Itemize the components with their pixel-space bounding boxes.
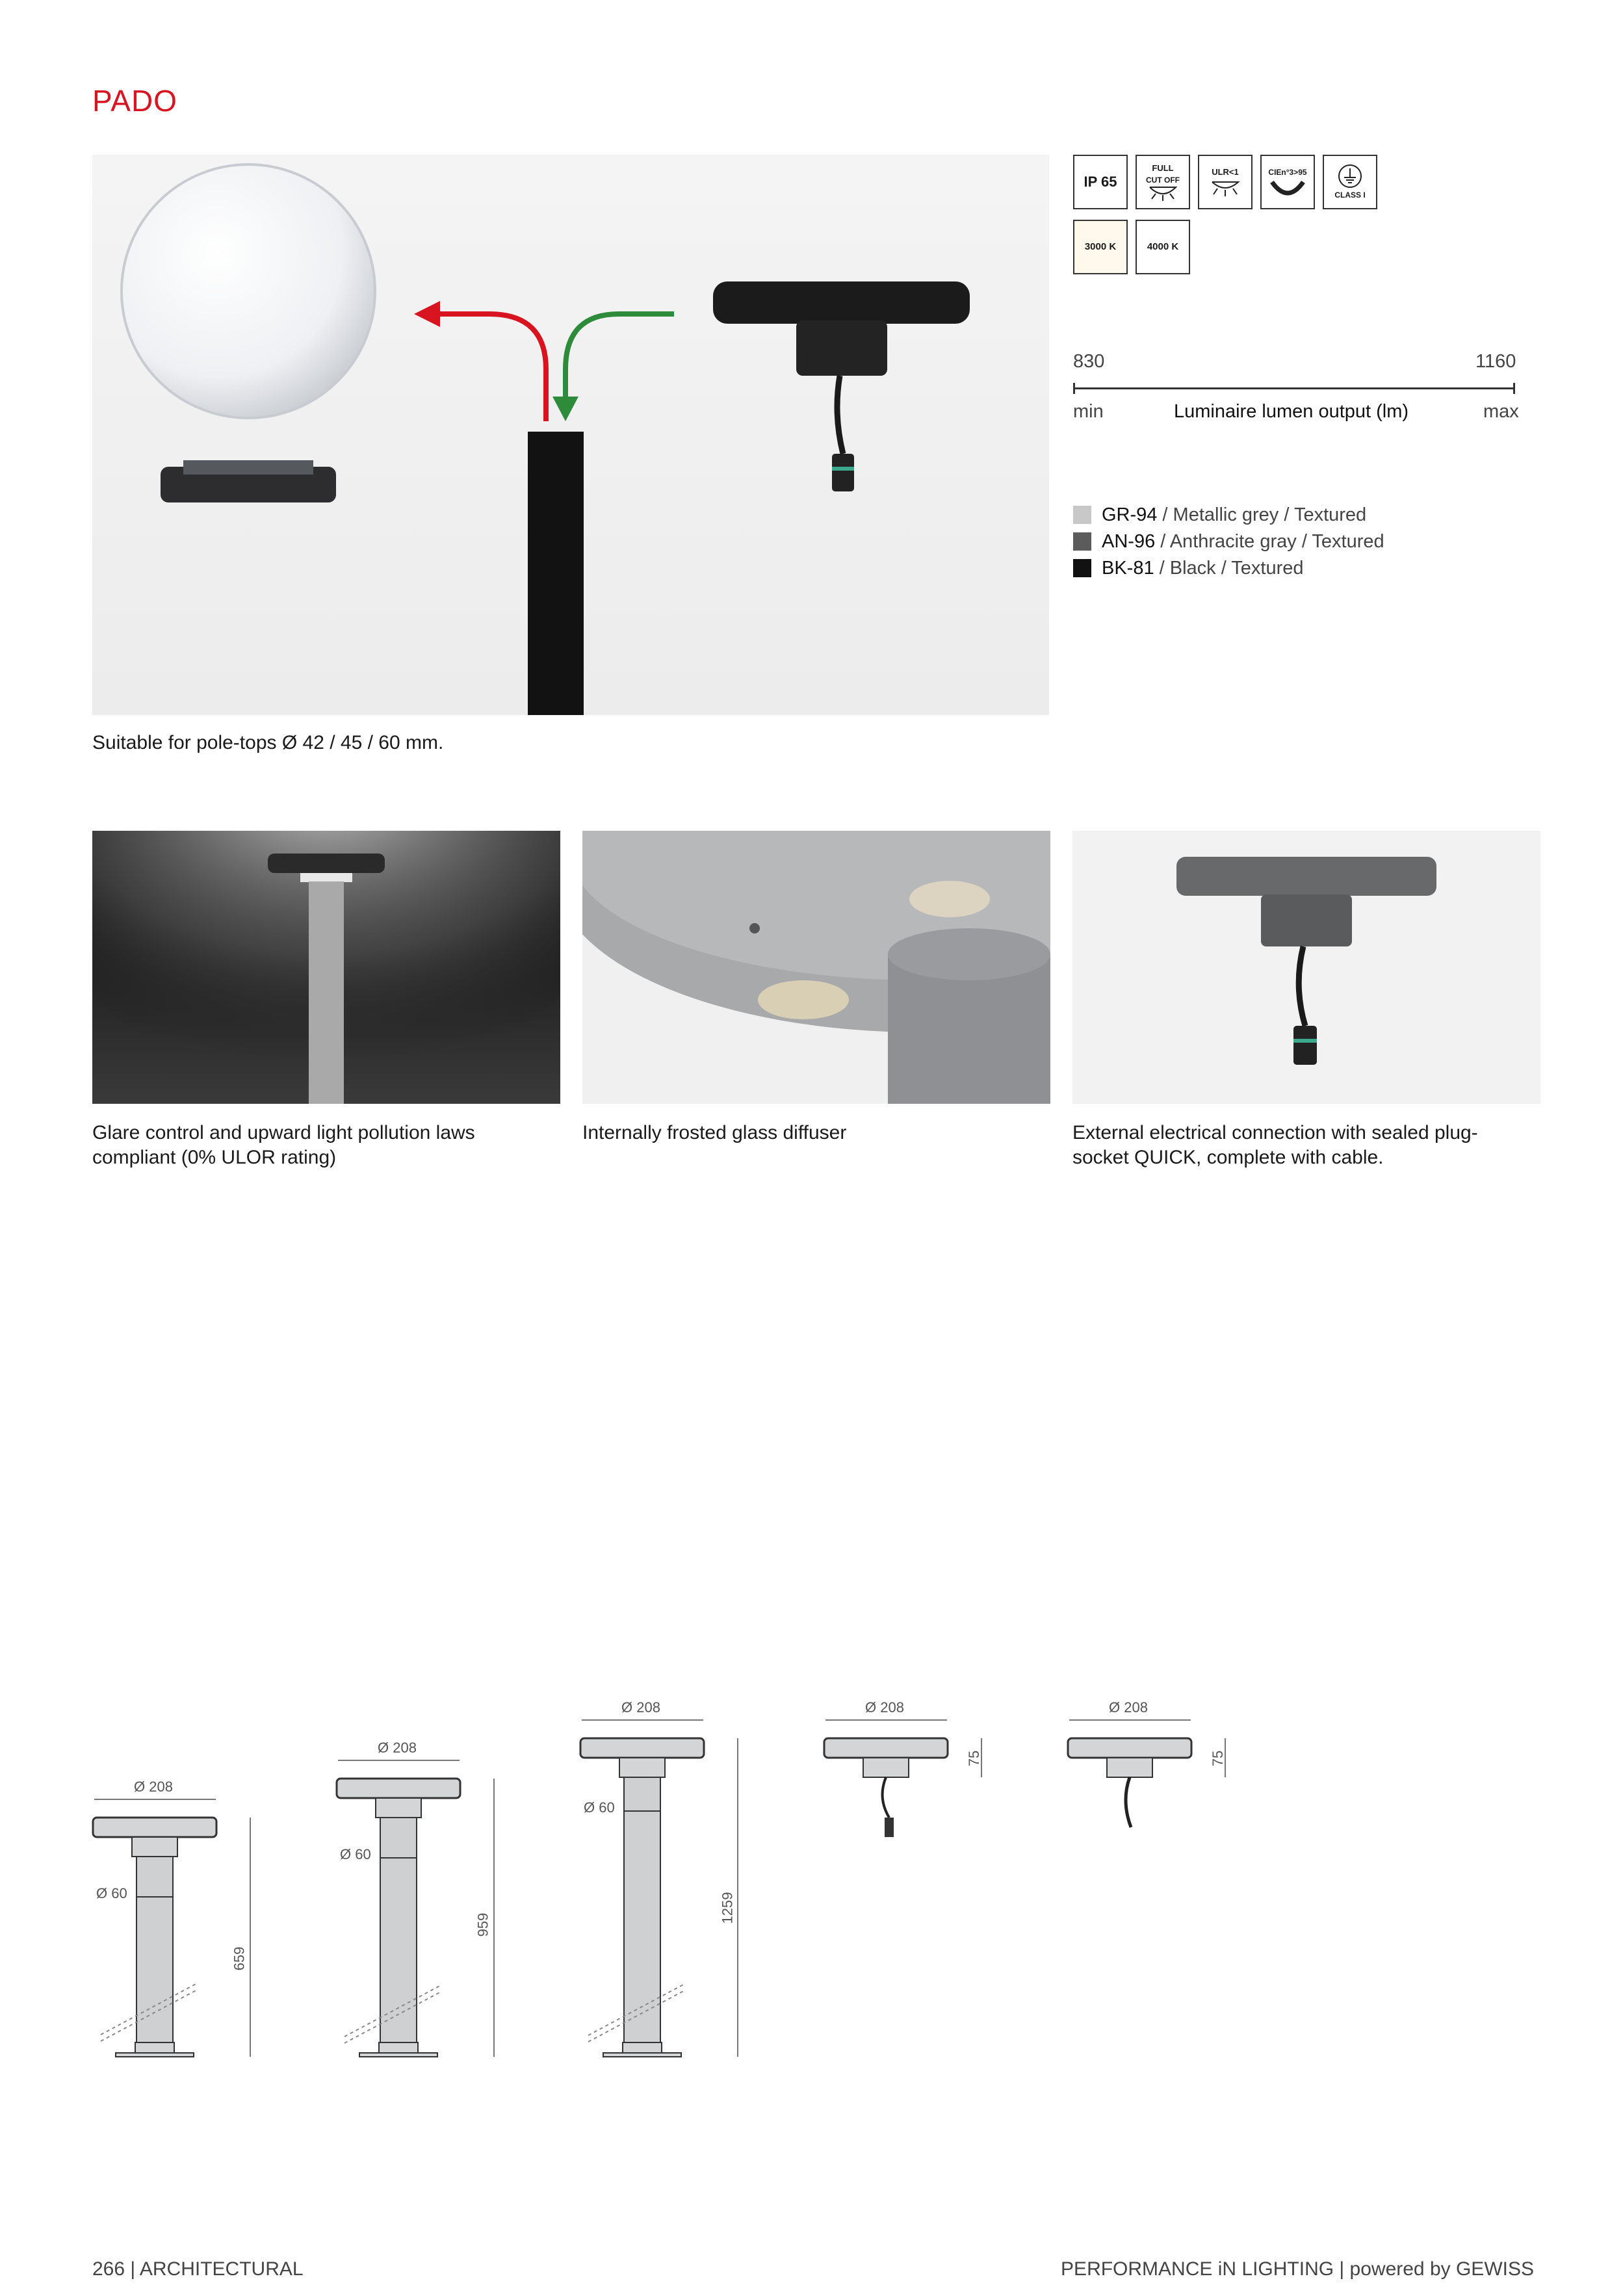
feature-caption-connector: External electrical connection with sealed plug- socket QUICK, complete with cable. (1072, 1122, 1478, 1168)
feature-caption-glare: Glare control and upward light pollution laws compliant (0% ULOR rating) (92, 1122, 475, 1168)
cct-3000k-badge: 3000 K (1073, 220, 1128, 274)
ip-rating-badge: IP 65 (1073, 155, 1128, 209)
ulr-icon (1209, 178, 1241, 198)
footer-left: 266 | ARCHITECTURAL (92, 2258, 304, 2280)
class-badge: CLASS I (1323, 155, 1377, 209)
pole-top-luminaire (713, 281, 970, 324)
pole-top (528, 432, 584, 715)
drawing-959-diameter-top: Ø 208 (378, 1740, 417, 1756)
green-arrow (565, 314, 674, 405)
photo-connector (1072, 831, 1540, 1104)
page-title: PADO (92, 84, 177, 118)
drawing-head-cable (1066, 1694, 1261, 1863)
drawing-959-diameter-pole: Ø 60 (340, 1846, 371, 1862)
drawing-1259-height: 1259 (719, 1892, 736, 1924)
full-cutoff-badge: FULL CUT OFF (1136, 155, 1190, 209)
drawing-659-diameter-top: Ø 208 (134, 1779, 173, 1795)
drawing-959-height: 959 (474, 1912, 491, 1937)
drawing-959 (335, 1734, 530, 2105)
spec-badges (1073, 155, 1398, 285)
cri-arc-icon (1269, 178, 1306, 198)
drawing-head-connector-height: 75 (966, 1750, 983, 1767)
hero-illustration (92, 155, 1049, 715)
ulr-badge: ULR<1 (1198, 155, 1253, 209)
drawing-head-cable-diameter-top: Ø 208 (1109, 1699, 1148, 1715)
cct-4000k-badge: 4000 K (1136, 220, 1190, 274)
lumen-max-label: max (1483, 401, 1519, 422)
drawing-659-diameter-pole: Ø 60 (96, 1885, 127, 1901)
photo-diffuser (582, 831, 1050, 1104)
drawing-1259 (578, 1694, 773, 2104)
globe-diffuser (122, 164, 375, 418)
drawing-659 (91, 1775, 286, 2100)
finish-an96: AN-96 / Anthracite gray / Textured (1073, 528, 1384, 554)
cri-badge: CIEn°3>95 (1260, 155, 1315, 209)
drawing-1259-diameter-pole: Ø 60 (584, 1799, 615, 1816)
swatch-gr94 (1073, 506, 1091, 524)
lumen-axis-label: Luminaire lumen output (lm) (1174, 401, 1409, 422)
red-arrow (430, 314, 546, 421)
finish-gr94: GR-94 / Metallic grey / Textured (1073, 502, 1366, 528)
drawing-659-height: 659 (231, 1946, 248, 1971)
lumen-min-label: min (1073, 401, 1104, 422)
swatch-an96 (1073, 532, 1091, 551)
earth-icon (1337, 163, 1363, 189)
hero-image (92, 155, 1049, 715)
drawing-head-connector-diameter-top: Ø 208 (865, 1699, 904, 1715)
feature-caption-diffuser: Internally frosted glass diffuser (582, 1122, 847, 1143)
photo-glare-control (92, 831, 560, 1104)
drawing-head-connector (822, 1694, 1017, 1863)
finish-bk81: BK-81 / Black / Textured (1073, 555, 1304, 581)
drawing-1259-diameter-top: Ø 208 (621, 1699, 660, 1715)
cutoff-icon (1147, 186, 1179, 202)
drawing-head-cable-height: 75 (1210, 1750, 1227, 1767)
hero-caption: Suitable for pole-tops Ø 42 / 45 / 60 mm. (92, 732, 444, 753)
footer-right: PERFORMANCE iN LIGHTING | powered by GEWISS (1061, 2258, 1534, 2280)
swatch-bk81 (1073, 559, 1091, 577)
lumen-min-value: 830 (1073, 351, 1105, 372)
lumen-max-value: 1160 (1475, 351, 1516, 372)
lumen-axis (1073, 387, 1515, 389)
